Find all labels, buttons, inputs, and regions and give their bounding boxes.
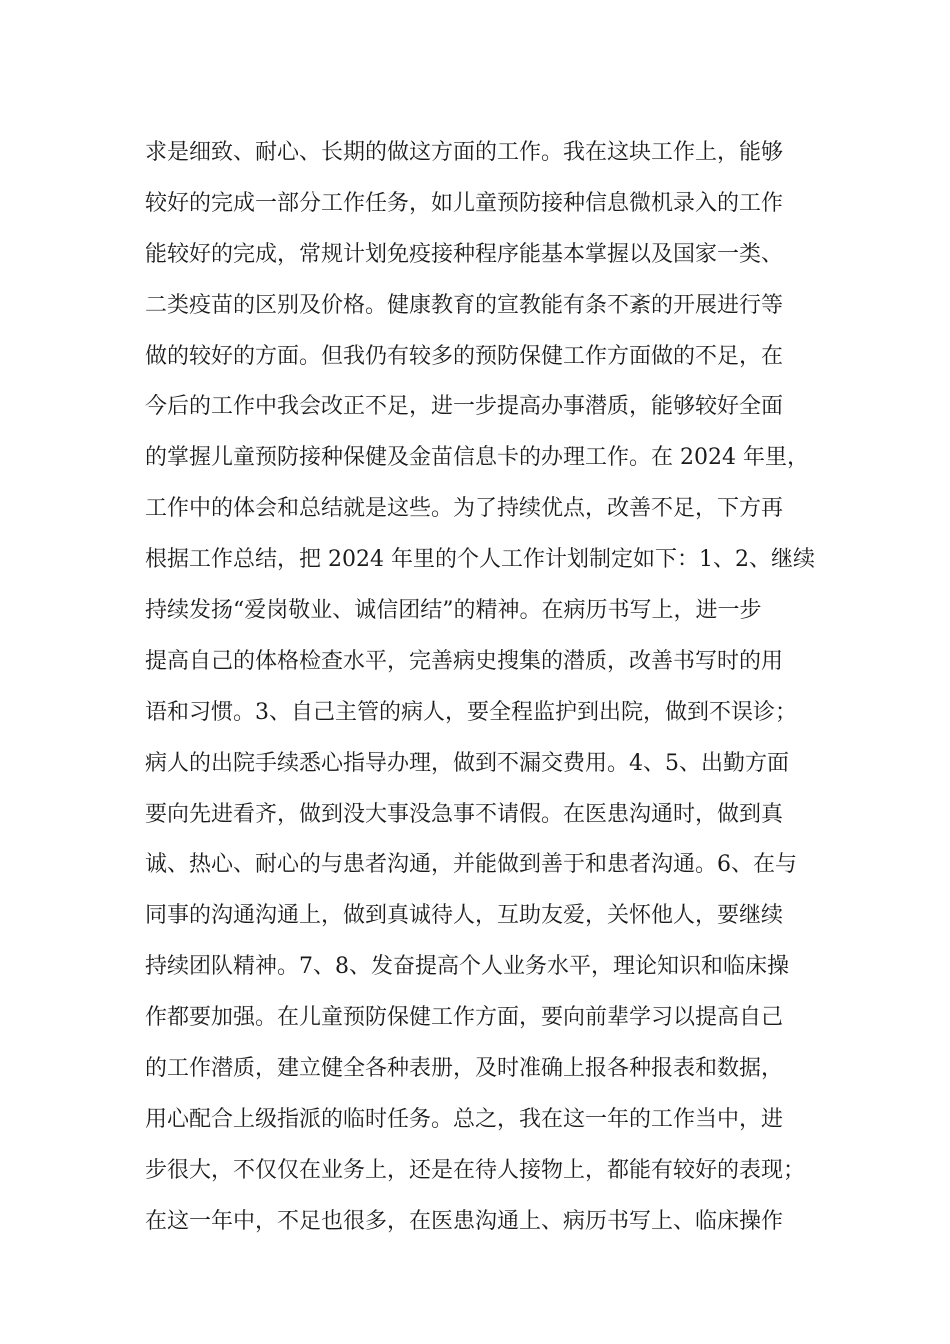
text-line: 要向先进看齐，做到没大事没急事不请假。在医患沟通时，做到真 [145,801,784,827]
text-line: 用心配合上级指派的临时任务。总之，我在这一年的工作当中，进 [145,1106,784,1132]
text-line: 工作中的体会和总结就是这些。为了持续优点，改善不足，下方再 [145,496,784,522]
text-line: 求是细致、耐心、长期的做这方面的工作。我在这块工作上，能够 [145,140,784,165]
text-line: 较好的完成一部分工作任务，如儿童预防接种信息微机录入的工作 [145,190,784,216]
text-line: 持续发扬“爱岗敬业、诚信团结”的精神。在病历书写上，进一步 [145,598,762,624]
text-line: 能较好的完成，常规计划免疫接种程序能基本掌握以及国家一类、 [145,241,784,267]
text-line: 提高自己的体格检查水平，完善病史搜集的潜质，改善书写时的用 [145,648,784,674]
text-line: 根据工作总结，把 2024 年里的个人工作计划制定如下：1、2、继续 [145,547,815,573]
text-line: 今后的工作中我会改正不足，进一步提高办事潜质，能够较好全面 [145,394,784,420]
text-line: 的工作潜质，建立健全各种表册，及时准确上报各种报表和数据， [145,1056,784,1082]
text-line: 持续团队精神。7、8、发奋提高个人业务水平，理论知识和临床操 [145,954,789,980]
text-line: 的掌握儿童预防接种保健及金苗信息卡的办理工作。在 2024 年里， [145,445,809,471]
text-line: 在这一年中，不足也很多，在医患沟通上、病历书写上、临床操作 [145,1208,784,1234]
text-line: 步很大，不仅仅在业务上，还是在待人接物上，都能有较好的表现； [145,1157,806,1183]
text-line: 做的较好的方面。但我仍有较多的预防保健工作方面做的不足，在 [145,343,784,369]
text-line: 病人的出院手续悉心指导办理，做到不漏交费用。4、5、出勤方面 [145,750,789,776]
text-line: 诚、热心、耐心的与患者沟通，并能做到善于和患者沟通。6、在与 [145,852,797,878]
text-line: 同事的沟通沟通上，做到真诚待人，互助友爱，关怀他人，要继续 [145,903,784,929]
text-line: 作都要加强。在儿童预防保健工作方面，要向前辈学习以提高自己 [145,1005,784,1031]
body-paragraph [145,128,815,1248]
text-line: 语和习惯。3、自己主管的病人，要全程监护到出院，做到不误诊； [145,699,797,725]
text-line: 二类疫苗的区别及价格。健康教育的宣教能有条不紊的开展进行等 [145,292,784,318]
